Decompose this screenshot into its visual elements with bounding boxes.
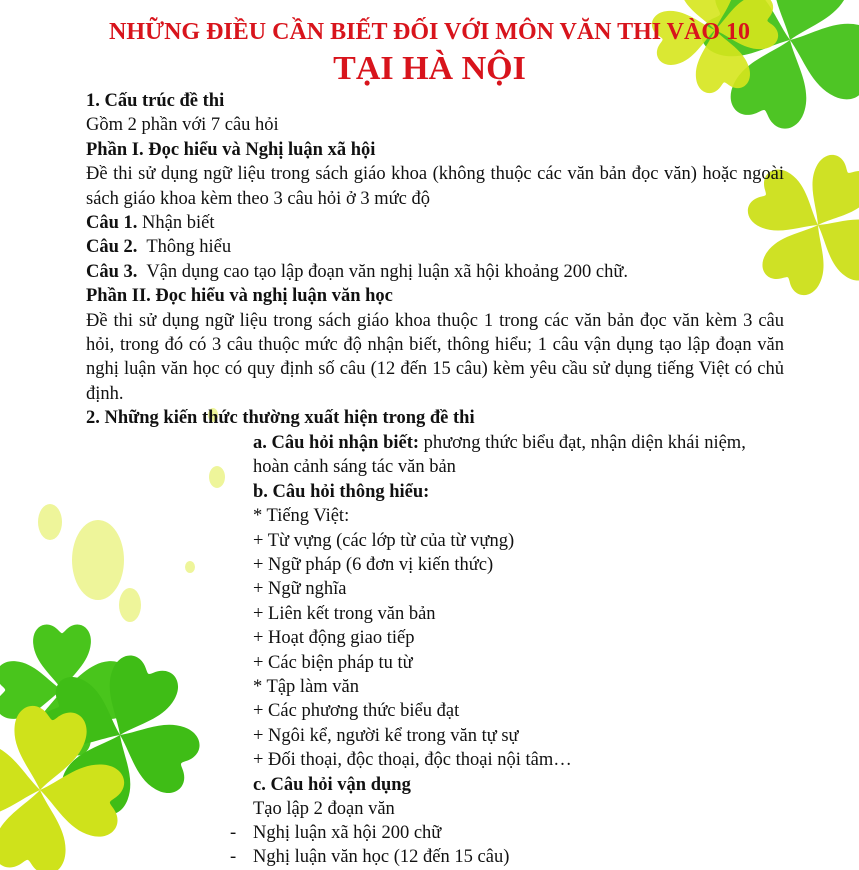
b-item-3: + Ngữ nghĩa [253, 579, 347, 600]
item-a-text: phương thức biểu đạt, nhận diện khái niệm, hoàn cảnh sáng tác văn bản [253, 433, 746, 478]
title-line2: TẠI HÀ NỘI [333, 50, 526, 87]
b-item-4: + Liên kết trong văn bản [253, 603, 436, 624]
part1-description: Đề thi sử dụng ngữ liệu trong sách giáo khoa (không thuộc các văn bản đọc văn) hoặc ngoài sách giáo khoa kèm theo 3 câu hỏi ở 3 mức độ [86, 164, 784, 209]
section1-intro: Gồm 2 phần với 7 câu hỏi [86, 115, 279, 136]
c-item-1 [230, 845, 509, 869]
b-item-0: * Tiếng Việt: [253, 506, 350, 527]
item-c-label: c. Câu hỏi vận dụng [253, 774, 411, 795]
question-2-label: Câu 2. [86, 237, 138, 258]
question-1 [86, 211, 784, 235]
section2-heading: 2. Những kiến thức thường xuất hiện trong đề thi [86, 408, 475, 429]
question-3-text: Vận dụng cao tạo lập đoạn văn nghị luận xã hội khoảng 200 chữ. [137, 261, 628, 282]
item-c-text: Tạo lập 2 đoạn văn [253, 799, 395, 820]
part2-description: Đề thi sử dụng ngữ liệu trong sách giáo khoa thuộc 1 trong các văn bản đọc văn kèm 3 câu hỏi, trong đó có 3 câu thuộc mức độ nhận biết, thông hiểu; 1 câu vận dụng tạo lập đoạn văn nghị luận văn học có quy định số câu (12 đến 15 câu) kèm yêu cầu sử dụng tiếng Việt có chủ định. [86, 310, 784, 404]
question-1-label: Câu 1. [86, 213, 138, 234]
part1-heading-rest: . Đọc hiểu và Nghị luận xã hội [138, 139, 376, 160]
c-item-1-text: Nghị luận văn học (12 đến 15 câu) [253, 847, 510, 867]
c-item-1-marker: - [230, 847, 237, 867]
b-item-7: * Tập làm văn [253, 677, 360, 698]
title-line1: NHỮNG ĐIỀU CẦN BIẾT ĐỐI VỚI MÔN VĂN THI VÀO 10 [109, 19, 750, 45]
question-1-text: Nhận biết [137, 213, 215, 234]
b-item-5: + Hoạt động giao tiếp [253, 628, 415, 649]
b-item-1: + Từ vựng (các lớp từ của từ vựng) [253, 530, 515, 551]
b-item-9: + Ngôi kể, người kể trong văn tự sự [253, 725, 519, 746]
item-a [253, 431, 783, 480]
question-3 [86, 260, 784, 284]
b-item-2: + Ngữ pháp (6 đơn vị kiến thức) [253, 555, 494, 576]
part1-heading [86, 138, 784, 162]
b-item-10: + Đối thoại, độc thoại, độc thoại nội tâm… [253, 750, 572, 771]
b-item-6: + Các biện pháp tu từ [253, 652, 413, 673]
question-2-text: Thông hiểu [137, 237, 232, 258]
part1-heading-bold: Phần I [86, 139, 139, 160]
section2-content [253, 431, 793, 822]
section1-heading: 1. Cấu trúc đề thi [86, 91, 225, 111]
item-b-label: b. Câu hỏi thông hiểu: [253, 481, 430, 502]
c-item-0 [230, 821, 441, 845]
part2-heading: Phần II. Đọc hiểu và nghị luận văn học [86, 286, 393, 307]
document-body [86, 89, 784, 431]
item-a-label: a. Câu hỏi nhận biết: [253, 433, 420, 453]
question-2 [86, 235, 784, 259]
question-3-label: Câu 3. [86, 261, 138, 282]
b-item-8: + Các phương thức biểu đạt [253, 701, 460, 722]
c-item-0-text: Nghị luận xã hội 200 chữ [253, 823, 442, 843]
c-item-0-marker: - [230, 823, 237, 843]
